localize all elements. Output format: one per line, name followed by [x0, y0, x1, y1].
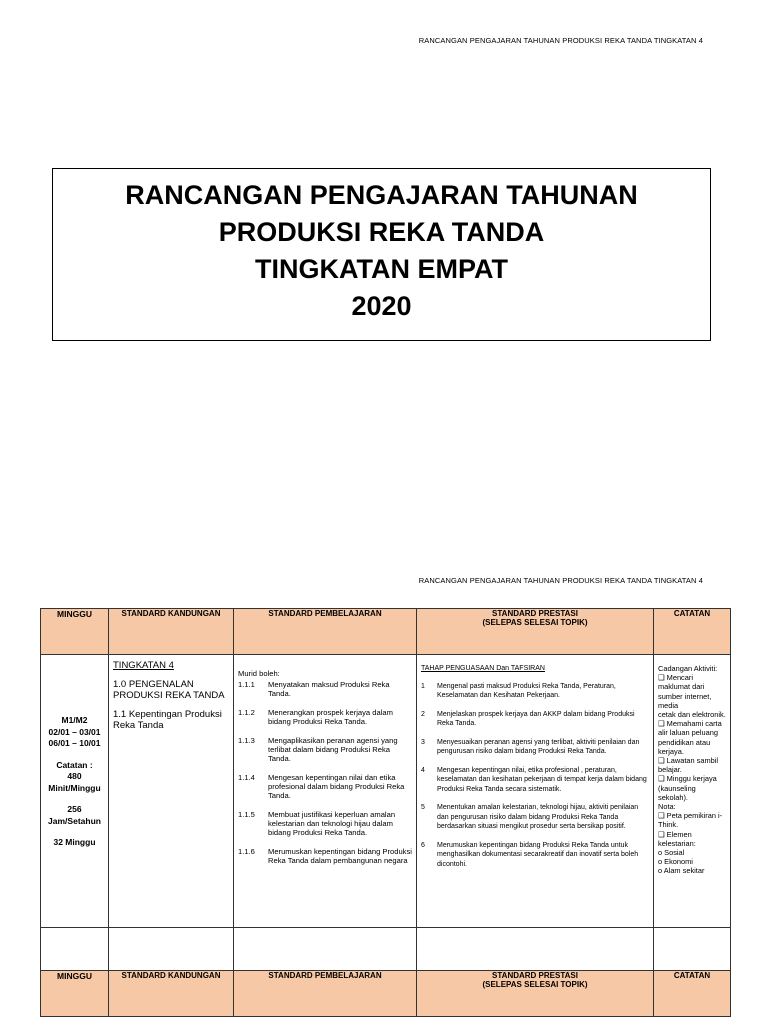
item-text: Menerangkan prospek kerjaya dalam bidang Produksi Reka Tanda. — [268, 708, 393, 726]
header-catatan: CATATAN — [654, 971, 731, 1017]
week-minit-unit: Minit/Minggu — [48, 782, 101, 793]
prestasi-heading: TAHAP PENGUASAAN Dan TAFSIRAN — [421, 665, 545, 672]
table-header-row-repeat — [41, 971, 731, 1017]
list-item — [421, 738, 650, 757]
header-standard-pembelajaran: STANDARD PEMBELAJARAN — [234, 609, 417, 655]
lesson-plan-table — [40, 608, 731, 1017]
item-number: 1.1.3 — [238, 736, 255, 745]
table-row — [41, 655, 731, 928]
catatan-line: ❑ Mencari maklumat dari sumber internet, media — [658, 673, 712, 710]
catatan-line: ❑ Memahami carta alir laluan peluang pendidikan atau kerjaya. — [658, 719, 722, 756]
title-box — [52, 168, 711, 341]
list-item — [238, 680, 412, 698]
item-number: 3 — [421, 738, 425, 746]
header-standard-prestasi — [417, 971, 654, 1017]
item-number: 1.1.6 — [238, 847, 255, 856]
catatan-cell — [654, 655, 731, 928]
catatan-line: o Ekonomi — [658, 857, 693, 867]
item-text: Menyatakan maksud Produksi Reka Tanda. — [268, 680, 390, 698]
title-line-3: TINGKATAN EMPAT — [255, 254, 508, 284]
week-jam-unit: Jam/Setahun — [48, 815, 101, 826]
week-date-1: 02/01 – 03/01 — [48, 726, 101, 737]
header-standard-pembelajaran: STANDARD PEMBELAJARAN — [234, 971, 417, 1017]
kandungan-cell — [109, 655, 234, 928]
item-number: 5 — [421, 804, 425, 811]
topic-title: 1.0 PENGENALAN PRODUKSI REKA TANDA — [113, 679, 225, 701]
catatan-line: ❑ Elemen kelestarian: — [658, 829, 696, 848]
header-minggu: MINGGU — [41, 609, 109, 655]
list-item — [238, 810, 412, 837]
table-row-empty — [41, 928, 731, 971]
table-header-row — [41, 609, 731, 655]
tingkatan-label: TINGKATAN 4 — [113, 660, 174, 671]
header-standard-prestasi-line2: (SELEPAS SELESAI TOPIK) — [482, 618, 588, 627]
catatan-line: o Sosial — [658, 848, 685, 858]
title-line-2: PRODUKSI REKA TANDA — [218, 217, 545, 247]
item-number: 1.1.5 — [238, 810, 255, 819]
pembelajaran-lead: Murid boleh: — [238, 669, 280, 678]
week-code: M1/M2 — [61, 715, 88, 725]
week-total: 32 Minggu — [53, 837, 96, 847]
header-standard-prestasi-line1: STANDARD PRESTASI — [492, 971, 578, 980]
list-item — [421, 710, 650, 729]
list-item — [421, 841, 650, 870]
pembelajaran-cell — [234, 655, 417, 928]
item-number: 6 — [421, 841, 425, 849]
item-text: Membuat justifikasi keperluan amalan kelestarian dan teknologi hijau dalam bidang Produksi Reka Tanda. — [268, 810, 396, 837]
list-item — [421, 803, 650, 832]
item-number: 1.1.1 — [238, 680, 255, 689]
catatan-line: Nota: — [658, 802, 676, 812]
prestasi-cell — [417, 655, 654, 928]
week-jam-value: 256 — [67, 804, 82, 814]
catatan-line: ❑ Lawatan sambil belajar. — [658, 756, 719, 775]
week-catatan-label: Catatan : — [56, 759, 93, 770]
item-text: Menentukan amalan kelestarian, teknologi hijau, aktiviti penilaian dan pengurusan risiko dalam bidang Produksi Reka Tanda berdasarkan situasi mengikut prosedur serta bersikap positif. — [437, 804, 639, 830]
header-standard-prestasi-line1: STANDARD PRESTASI — [492, 609, 578, 618]
item-number: 2 — [421, 710, 425, 718]
catatan-line: Cadangan Aktiviti: — [658, 664, 718, 673]
item-text: Merumuskan kepentingan bidang Produksi Reka Tanda dalam pembangunan negara — [268, 847, 412, 865]
header-catatan: CATATAN — [654, 609, 731, 655]
header-standard-prestasi-line2: (SELEPAS SELESAI TOPIK) — [482, 980, 588, 989]
item-number: 4 — [421, 766, 425, 774]
header-standard-kandungan: STANDARD KANDUNGAN — [109, 971, 234, 1017]
header-standard-kandungan: STANDARD KANDUNGAN — [109, 609, 234, 655]
running-header: RANCANGAN PENGAJARAN TAHUNAN PRODUKSI REKA TANDA TINGKATAN 4 — [418, 36, 703, 45]
list-item — [238, 708, 412, 726]
week-cell — [41, 655, 109, 928]
list-item — [238, 773, 412, 800]
item-text: Mengesan kepentingan nilai dan etika profesional dalam bidang Produksi Reka Tanda. — [268, 773, 405, 800]
item-text: Mengesan kepentingan nilai, etika profesional , peraturan, keselamatan dan kesihatan pekerjaan di tempat kerja dalam bidang Produksi Reka Tanda secara sistematik. — [437, 766, 647, 793]
item-text: Merumuskan kepentingan bidang Produksi Reka Tanda untuk menghasilkan dokumentasi secarakreatif dan inovatif serta boleh dicontohi. — [437, 841, 639, 868]
catatan-line: cetak dan elektronik. — [658, 710, 726, 720]
item-text: Menjelaskan prospek kerjaya dan AKKP dalam bidang Produksi Reka Tanda. — [437, 710, 635, 727]
list-item — [238, 847, 412, 865]
list-item — [421, 682, 650, 701]
catatan-line: ❑ Peta pemikiran i-Think. — [658, 811, 723, 830]
item-text: Menyesuaikan peranan agensi yang terlibat, aktiviti penilaian dan pengurusan risiko dalam bidang Produksi Reka Tanda. — [437, 738, 640, 755]
running-header-page-2: RANCANGAN PENGAJARAN TAHUNAN PRODUKSI REKA TANDA TINGKATAN 4 — [418, 576, 703, 585]
title-line-1: RANCANGAN PENGAJARAN TAHUNAN — [125, 180, 638, 210]
week-date-2: 06/01 – 10/01 — [48, 738, 101, 748]
item-number: 1.1.4 — [238, 773, 255, 782]
item-number: 1.1.2 — [238, 708, 255, 717]
header-minggu: MINGGU — [41, 971, 109, 1017]
subtopic-title: 1.1 Kepentingan Produksi Reka Tanda — [113, 709, 222, 731]
week-minit-value: 480 — [67, 771, 82, 781]
list-item — [238, 736, 412, 763]
list-item — [421, 766, 650, 795]
title-line-4: 2020 — [351, 291, 412, 321]
catatan-line: ❑ Minggu kerjaya (kaunseling sekolah). — [658, 774, 717, 802]
item-text: Mengaplikasikan peranan agensi yang terlibat dalam bidang Produksi Reka Tanda. — [268, 736, 398, 763]
item-number: 1 — [421, 682, 425, 690]
item-text: Mengenal pasti maksud Produksi Reka Tanda, Peraturan, Keselamatan dan Kesihatan Pekerjaan. — [437, 682, 616, 699]
catatan-line: o Alam sekitar — [658, 866, 705, 876]
header-standard-prestasi — [417, 609, 654, 655]
